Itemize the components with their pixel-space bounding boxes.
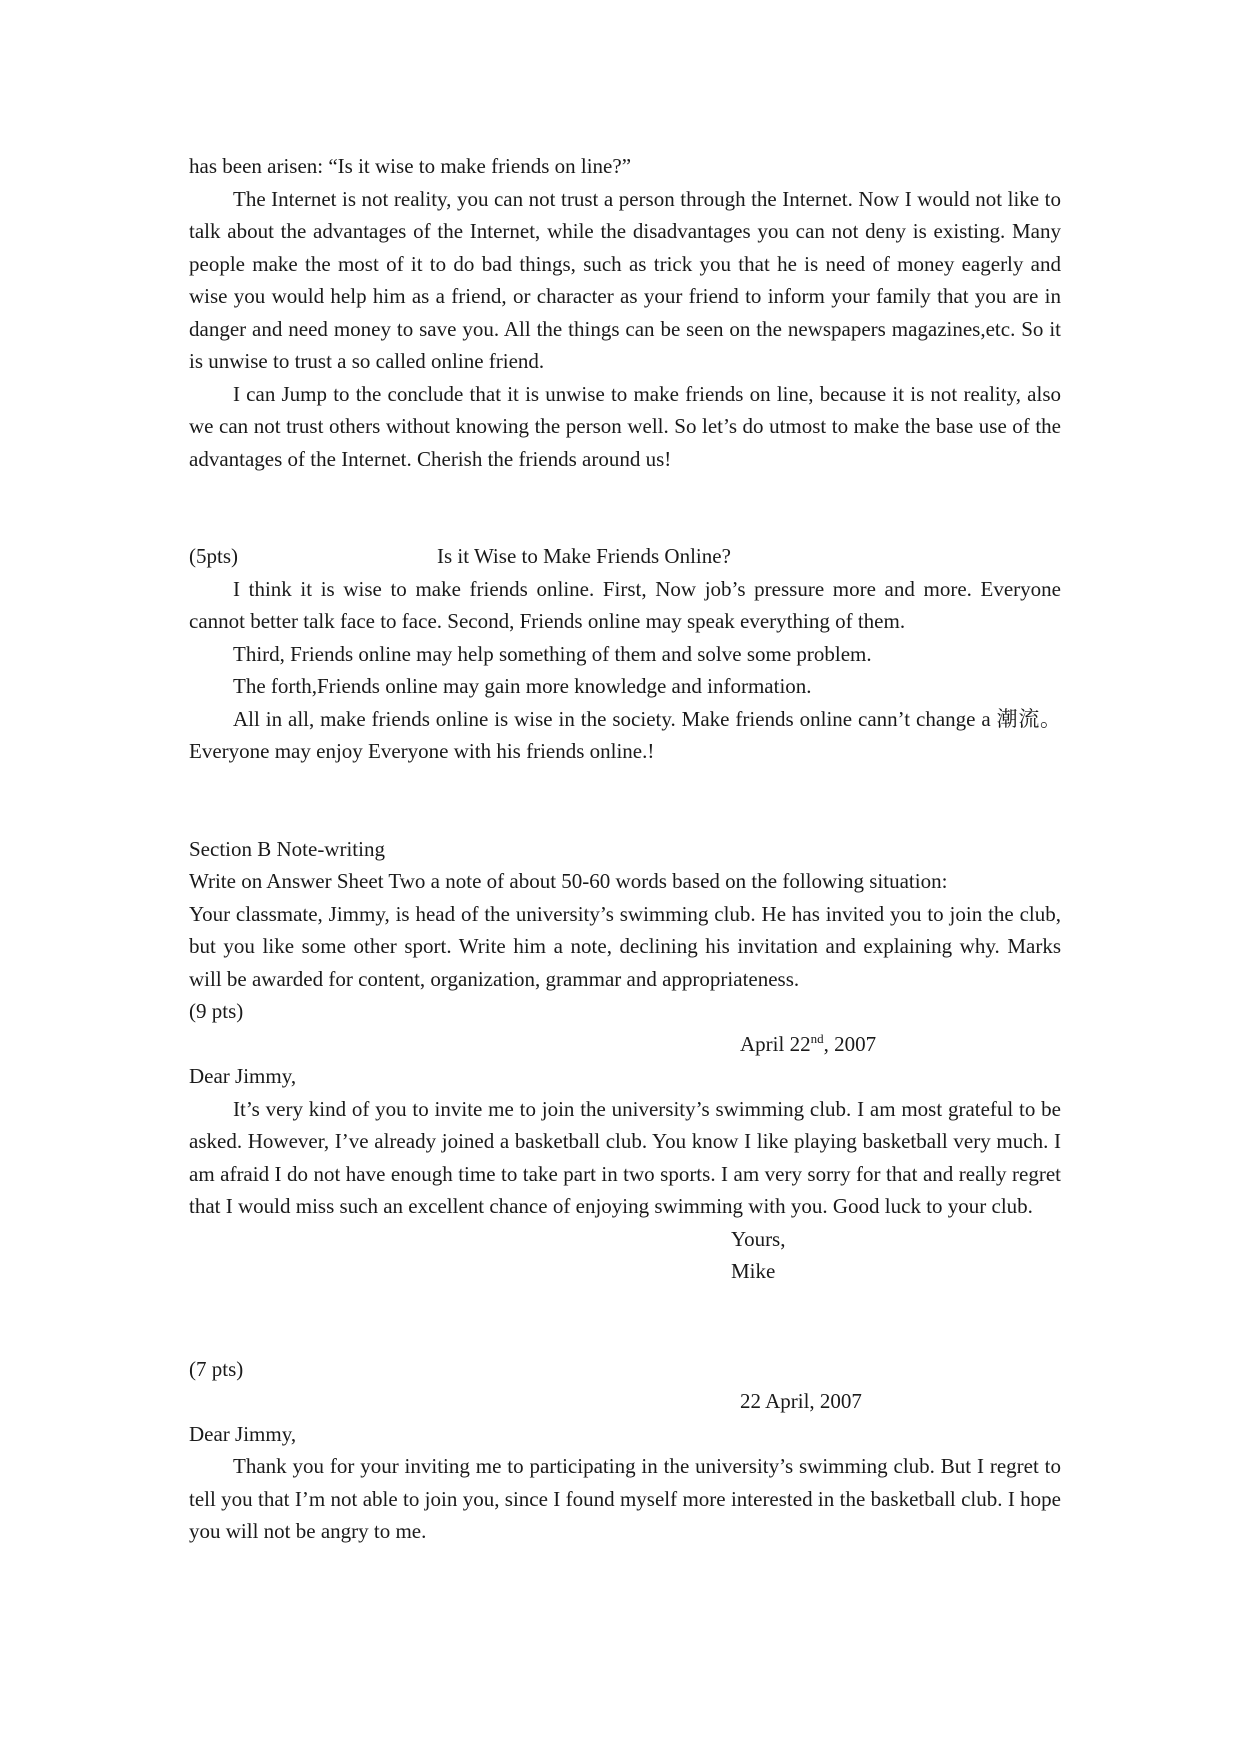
- essay1-paragraph-1: The Internet is not reality, you can not trust a person through the Internet. Now I would not like to talk about the advantages of the Internet, while the disadvantages you can not deny is existing. Many people make the most of it to do bad things, such as trick you that he is need of money eagerly and wise you would help him as a friend, or character as your friend to inform your family that you are in danger and need money to save you. All the things can be seen on the newspapers magazines,etc. So it is unwise to trust a so called online friend.: [189, 186, 1061, 373]
- note2-date-line: [189, 1385, 1061, 1418]
- essay1-paragraph-2: I can Jump to the conclude that it is unwise to make friends on line, because it is not reality, also we can not trust others without knowing the person well. So let’s do utmost to make the base use of the advantages of the Internet. Cherish the friends around us!: [189, 381, 1061, 471]
- section-b-heading: Section B Note-writing: [189, 836, 385, 861]
- essay2-paragraph-4: All in all, make friends online is wise in the society. Make friends online cann’t change a 潮流。 Everyone may enjoy Everyone with his friends online.!: [189, 706, 1061, 763]
- essay1-first-line: has been arisen: “Is it wise to make friends on line?”: [189, 154, 632, 178]
- spacer: [189, 475, 1061, 540]
- note1-closing: Yours,: [731, 1226, 786, 1251]
- essay2-paragraph-1: I think it is wise to make friends online. First, Now job’s pressure more and more. Everyone cannot better talk face to face. Second, Friends online may speak everything of them.: [189, 576, 1061, 633]
- essay2-points: (5pts): [189, 544, 238, 568]
- essay2-heading: [189, 540, 1061, 573]
- section-b-instruction-2: Your classmate, Jimmy, is head of the university’s swimming club. He has invited you to join the club, but you like some other sport. Write him a note, declining his invitation and explaining why. Marks will be awarded for content, organization, grammar and appropriateness.: [189, 901, 1061, 991]
- note1-date: [189, 1028, 1061, 1061]
- document-page: [189, 150, 1061, 1548]
- spacer: [189, 768, 1061, 833]
- essay2-paragraph-2: Third, Friends online may help something of them and solve some problem.: [233, 641, 872, 666]
- note2-salutation: Dear Jimmy,: [189, 1421, 297, 1446]
- note1-signature-line: [189, 1255, 1061, 1288]
- note1-closing-line: [189, 1223, 1061, 1256]
- essay2-title: Is it Wise to Make Friends Online?: [437, 544, 731, 568]
- note2-date: 22 April, 2007: [740, 1389, 862, 1413]
- note1-date-main: April 22: [740, 1031, 811, 1056]
- note1-date-suffix: nd: [810, 1030, 824, 1046]
- note1-signature: Mike: [731, 1259, 776, 1283]
- note2-body: Thank you for your inviting me to participating in the university’s swimming club. But I regret to tell you that I’m not able to join you, since I found myself more interested in the basketball club. I hope you will not be angry to me.: [189, 1454, 1061, 1543]
- note1-date-year: , 2007: [823, 1031, 877, 1056]
- note1-salutation: Dear Jimmy,: [189, 1064, 297, 1088]
- essay2-paragraph-3: The forth,Friends online may gain more knowledge and information.: [233, 674, 812, 698]
- section-b-instruction-1: Write on Answer Sheet Two a note of about 50-60 words based on the following situation:: [189, 869, 948, 893]
- note2-points: (7 pts): [189, 1356, 244, 1381]
- spacer: [189, 1288, 1061, 1353]
- note1-points: (9 pts): [189, 999, 244, 1023]
- note1-body: It’s very kind of you to invite me to join the university’s swimming club. I am most grateful to be asked. However, I’ve already joined a basketball club. You know I like playing basketball very much. I am afraid I do not have enough time to take part in two sports. I am very sorry for that and really regret that I would miss such an excellent chance of enjoying swimming with you. Good luck to your club.: [189, 1096, 1061, 1218]
